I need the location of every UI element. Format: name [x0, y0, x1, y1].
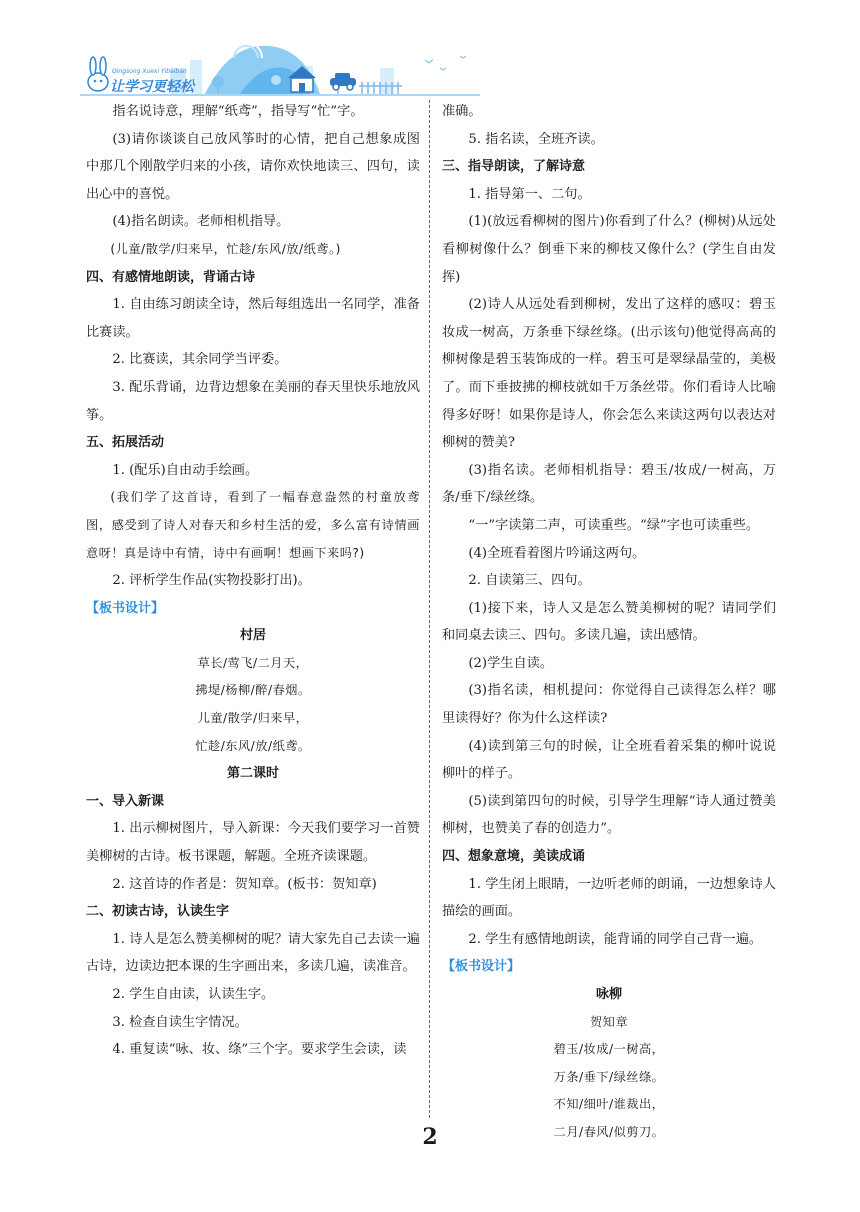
section-heading: 二、初读古诗，认读生字 — [86, 904, 230, 920]
section-heading: 五、拓展活动 — [86, 435, 165, 451]
poem-line: 碧玉/妆成/一树高， — [553, 1042, 665, 1057]
list-item: 1. 学生闭上眼睛，一边听老师的朗诵，一边想象诗人描绘的画面。 — [442, 876, 776, 920]
list-item: (1)(放远看柳树的图片)你看到了什么？(柳树)从远处看柳树像什么？倒垂下来的柳枝又像什么？(学生自由发挥) — [442, 214, 776, 285]
list-item: (3)指名读，相机提问：你觉得自己读得怎么样？哪里读得好？你为什么这样读? — [442, 683, 776, 727]
section-heading: 四、有感情地朗读，背诵古诗 — [86, 269, 256, 285]
left-column — [86, 98, 420, 1064]
poem-line: 儿童/散学/归来早， — [197, 711, 309, 726]
list-item: 2. 学生自由读，认读生字。 — [112, 987, 275, 1002]
poem-author: 贺知章 — [589, 1014, 629, 1029]
poem-line: 草长/莺飞/二月天， — [197, 655, 309, 670]
lesson-title: 第二课时 — [226, 766, 279, 782]
list-item: 4. 重复读“咏、妆、绦”三个字。要求学生会读，读 — [112, 1042, 407, 1058]
paragraph: 准确。 — [442, 104, 482, 119]
list-item: (我们学了这首诗，看到了一幅春意盎然的村童放鸢图，感受到了诗人对春天和乡村生活的爱，多么富有诗情画意呀！真是诗中有情，诗中有画啊！想画下来吗?) — [86, 490, 420, 560]
board-design-tag: 【板书设计】 — [86, 600, 165, 616]
brand-pinyin: Qingsong Xuexi Yibaiban — [112, 68, 187, 75]
list-item: 2. 学生有感情地朗读，能背诵的同学自己背一遍。 — [468, 931, 763, 947]
list-item: (2)学生自读。 — [468, 655, 554, 671]
list-item: 2. 这首诗的作者是：贺知章。(板书：贺知章) — [112, 876, 377, 892]
list-item: (3)指名读。老师相机指导：碧玉/妆成/一树高，万条/垂下/绿丝绦。 — [442, 462, 776, 506]
paragraph: (儿童/散学/归来早，忙趁/东风/放/纸鸢。) — [110, 241, 341, 256]
list-item: 2. 自读第三、四句。 — [468, 573, 591, 589]
list-item: 5. 指名读，全班齐读。 — [468, 131, 604, 147]
list-item: (4)全班看着图片吟诵这两句。 — [468, 545, 646, 561]
page-header-banner — [80, 38, 500, 98]
section-heading: 四、想象意境，美读成诵 — [442, 849, 586, 865]
list-item: 1. 诗人是怎么赞美柳树的呢？请大家先自己去读一遍古诗，边读边把本课的生字画出来，多读几遍，读准音。 — [86, 931, 420, 975]
poem-line: 不知/细叶/谁裁出， — [553, 1097, 665, 1112]
list-item: 3. 检查自读生字情况。 — [112, 1014, 248, 1030]
list-item: 2. 评析学生作品(实物投影打出)。 — [112, 573, 311, 589]
list-item: 3. 配乐背诵，边背边想象在美丽的春天里快乐地放风筝。 — [86, 379, 420, 423]
poem-line: 忙趁/东风/放/纸鸢。 — [195, 738, 311, 753]
poem-line: 二月/春风/似剪刀。 — [553, 1124, 665, 1139]
right-column — [442, 98, 776, 1147]
list-item: “一”字读第二声，可读重些。“绿”字也可读重些。 — [468, 517, 760, 533]
list-item: 1. 出示柳树图片，导入新课：今天我们要学习一首赞美柳树的古诗。板书课题，解题。全班齐读课题。 — [86, 821, 420, 865]
column-divider — [429, 100, 430, 1118]
brand-logo-text: 让学习更轻松 — [110, 79, 194, 95]
paragraph: (3)请你谈谈自己放风筝时的心情，把自己想象成图中那几个刚散学归来的小孩，请你欢快地读三、四句，读出心中的喜悦。 — [86, 131, 420, 202]
list-item: (4)读到第三句的时候，让全班看着采集的柳叶说说柳叶的样子。 — [442, 738, 776, 782]
list-item: (2)诗人从远处看到柳树，发出了这样的感叹：碧玉妆成一树高，万条垂下绿丝绦。(出示该句)他觉得高高的柳树像是碧玉装饰成的一样。碧玉可是翠绿晶莹的，美极了。而下垂披拂的柳枝就如千万条丝带。你们看诗人比喻得多好呀！如果你是诗人，你会怎么来读这两句以表达对柳树的赞美? — [442, 297, 776, 451]
list-item: 2. 比赛读，其余同学当评委。 — [112, 352, 288, 368]
poem-line: 拂堤/杨柳/醉/春烟。 — [195, 683, 311, 698]
board-design-tag: 【板书设计】 — [442, 959, 521, 975]
poem-line: 万条/垂下/绿丝绦。 — [553, 1069, 665, 1084]
paragraph: 指名说诗意，理解“纸鸢”，指导写“忙”字。 — [112, 104, 364, 119]
list-item: (1)接下来，诗人又是怎么赞美柳树的呢？请同学们和同桌去读三、四句。多读几遍，读出感情。 — [442, 600, 776, 644]
list-item: (5)读到第四句的时候，引导学生理解“诗人通过赞美柳树，也赞美了春的创造力”。 — [442, 793, 776, 837]
paragraph: (4)指名朗读。老师相机指导。 — [112, 214, 290, 230]
list-item: 1. 自由练习朗读全诗，然后每组选出一名同学，准备比赛读。 — [86, 297, 420, 340]
list-item: 1. (配乐)自由动手绘画。 — [112, 462, 259, 478]
list-item: 1. 指导第一、二句。 — [468, 186, 591, 202]
section-heading: 一、导入新课 — [86, 793, 165, 809]
poem-title: 村居 — [239, 628, 266, 644]
poem-title: 咏柳 — [595, 987, 622, 1002]
section-heading: 三、指导朗读，了解诗意 — [442, 159, 586, 175]
page-number: 2 — [422, 1124, 438, 1150]
